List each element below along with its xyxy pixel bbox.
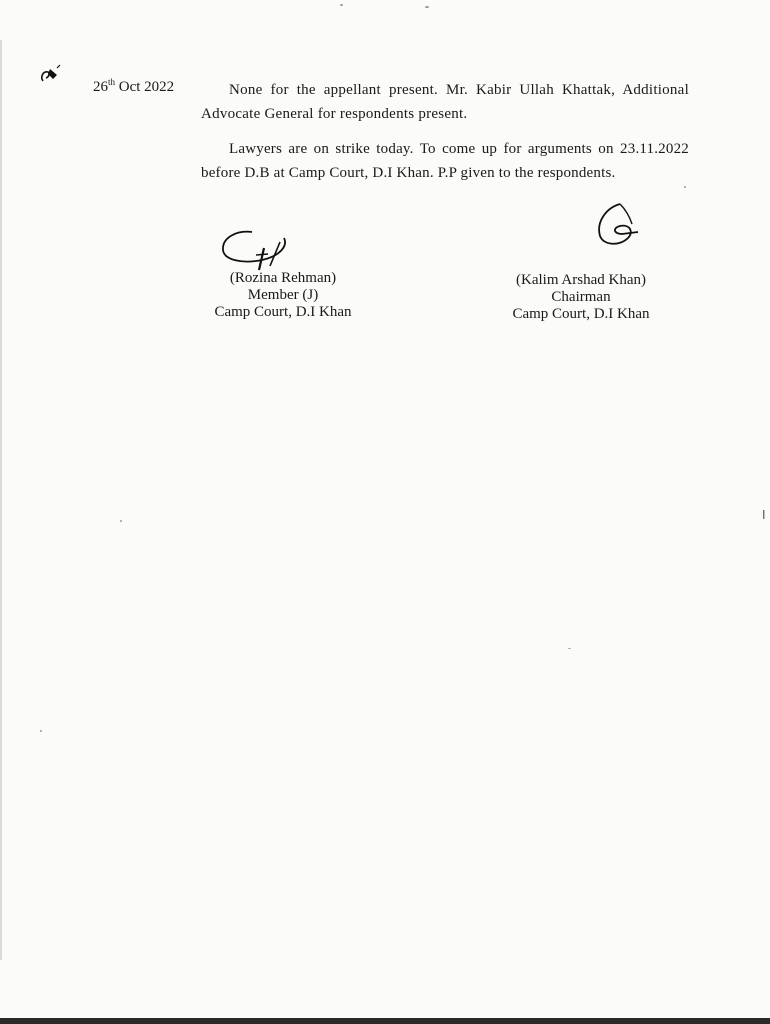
scan-speck [684,186,686,188]
page-bottom-edge [0,1018,770,1024]
order-paragraph-attendance: None for the appellant present. Mr. Kabir Ullah Khattak, Additional Advocate General for respondents present. [201,82,689,122]
scan-speck [40,730,42,732]
member-signature [218,226,294,272]
scan-speck [568,648,571,649]
chairman-signature [590,200,646,250]
order-text [201,78,689,185]
chairman-name: (Kalim Arshad Khan) [516,272,646,288]
order-paragraph-adjournment: Lawyers are on strike today. To come up for arguments on 23.11.2022 before D.B at Camp Court, D.I Khan. P.P given to the respondents. [201,141,689,181]
scan-speck [340,4,343,6]
page-edge-shadow [0,40,2,960]
chairman-designation: Chairman [551,289,611,305]
member-name: (Rozina Rehman) [229,270,337,286]
member-designation: Member (J) [247,287,319,303]
page-edge-mark: I [762,508,766,522]
order-date: 26th Oct 2022 [93,77,175,95]
scan-speck [120,520,122,522]
member-location: Camp Court, D.I Khan [214,304,352,320]
chairman-location: Camp Court, D.I Khan [512,306,650,322]
member-signature-block [198,270,368,321]
chairman-signature-block [495,272,667,323]
scan-speck [425,6,429,8]
margin-initial-mark [37,63,71,89]
